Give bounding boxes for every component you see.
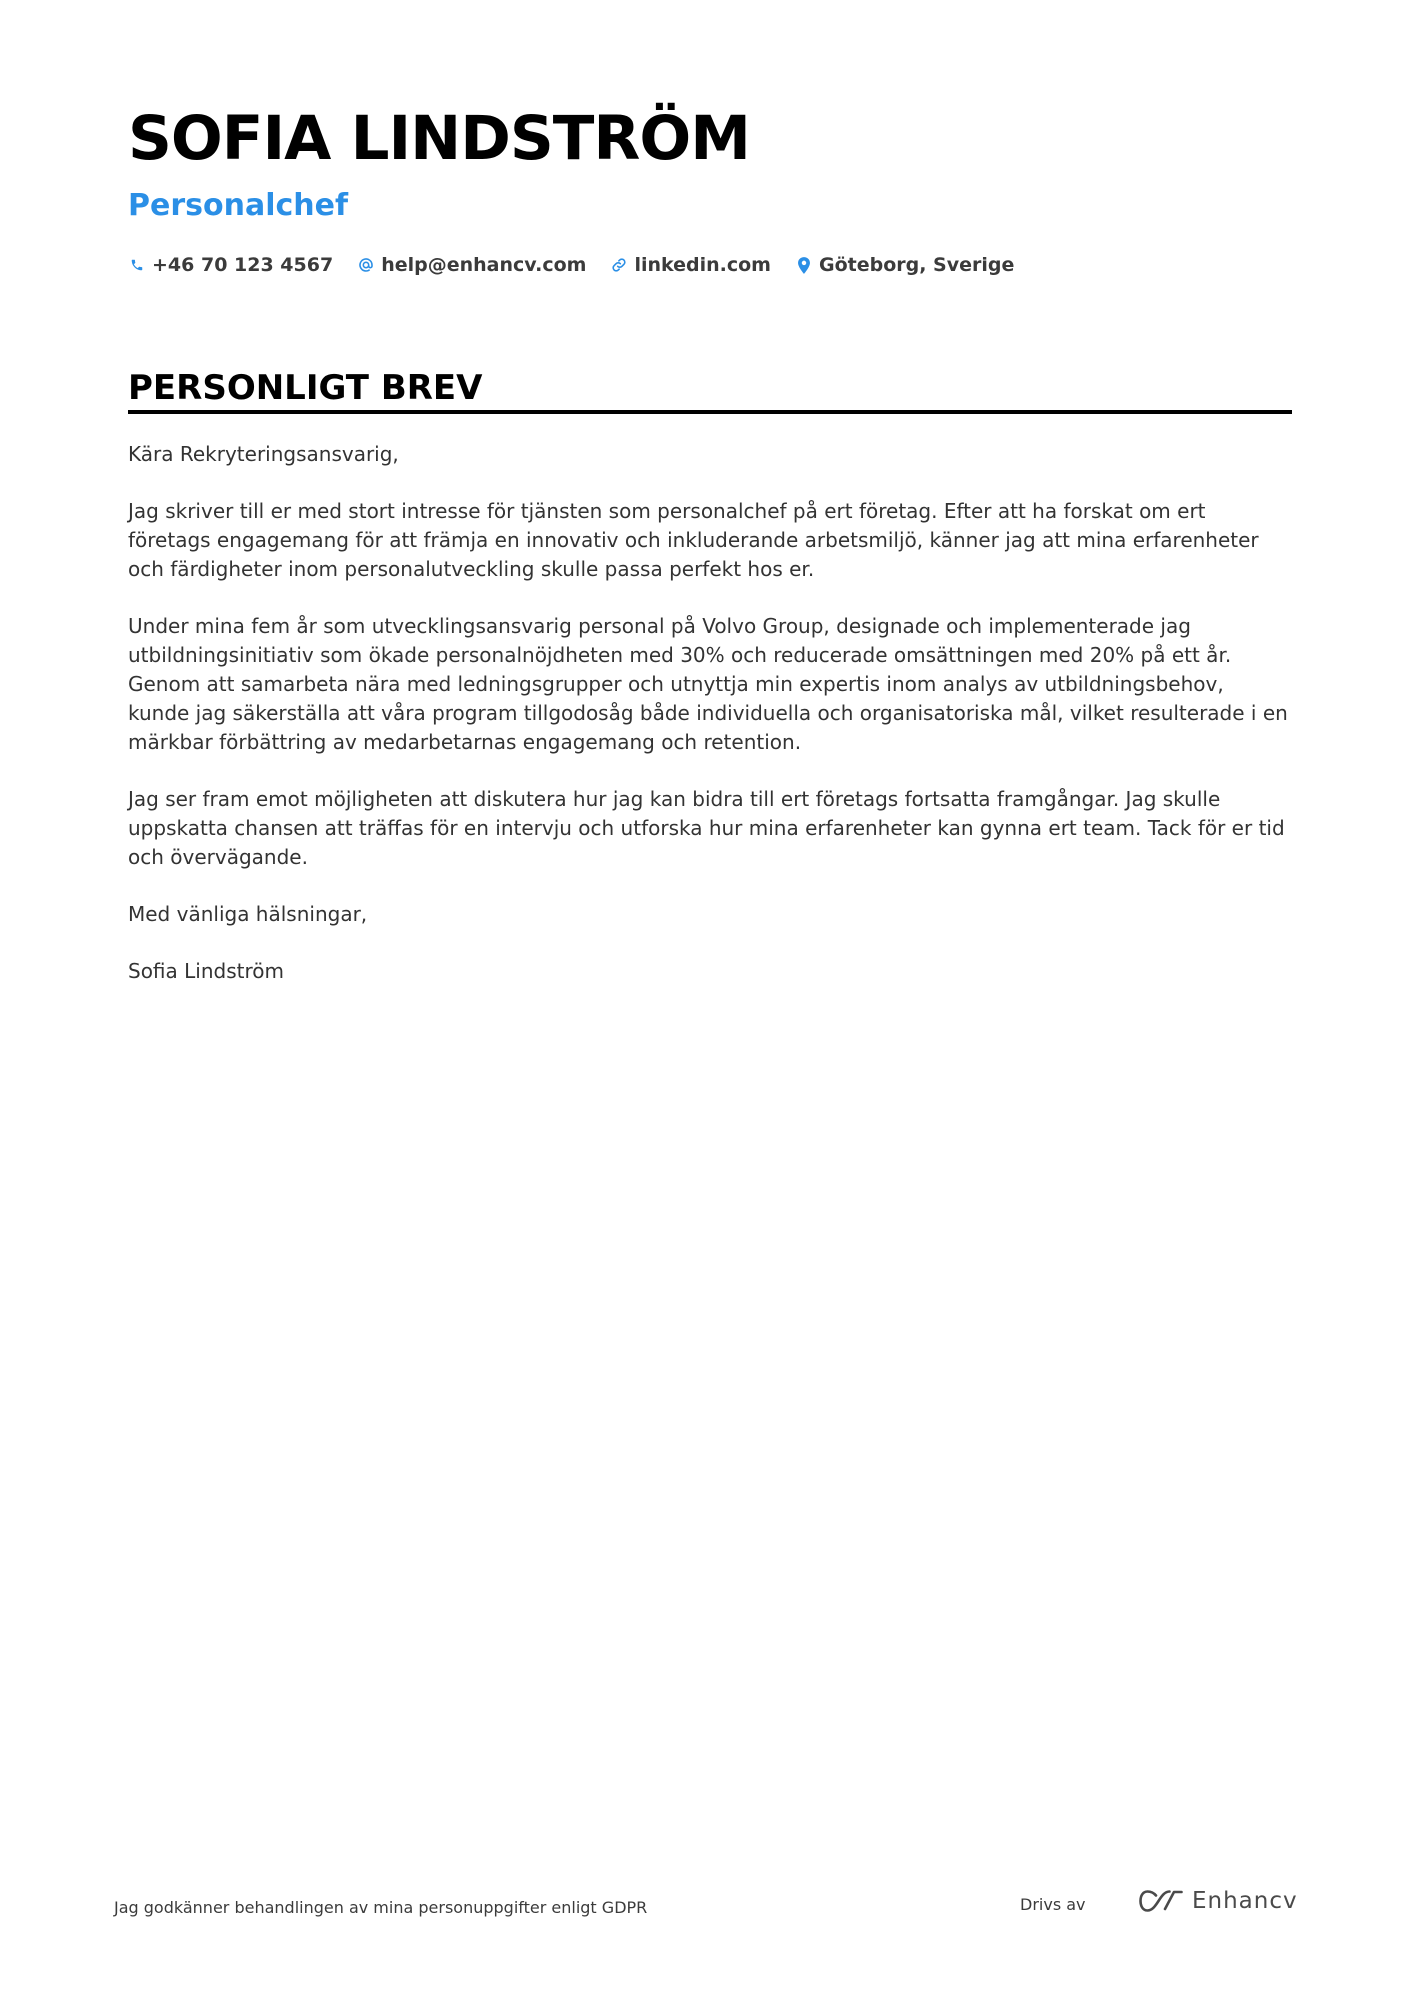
letter-paragraph: Jag skriver till er med stort intresse för tjänsten som personalchef på ert företag. Efter att ha forskat om ert företags engagemang för att främja en innovativ och inkluderande arbetsmiljö, känner jag att mina erfarenheter och färdigheter inom personalutveckling skulle passa perfekt hos er. — [128, 499, 1259, 581]
infinity-logo-icon — [1138, 1888, 1184, 1914]
contact-bar — [128, 254, 1014, 276]
at-icon — [357, 255, 375, 275]
applicant-name: SOFIA LINDSTRÖM — [128, 103, 750, 174]
letter-paragraph: Jag ser fram emot möjligheten att diskutera hur jag kan bidra till ert företags fortsatta framgångar. Jag skulle uppskatta chansen att träffas för en intervju och utforska hur mina erfarenheter kan gynna ert team. Tack för er tid och övervägande. — [128, 787, 1285, 869]
contact-location-text: Göteborg, Sverige — [818, 254, 1015, 276]
section-title: PERSONLIGT BREV — [128, 368, 483, 408]
section-divider — [128, 410, 1292, 414]
contact-email-text[interactable]: help@enhancv.com — [381, 254, 587, 276]
contact-linkedin[interactable] — [610, 254, 771, 276]
contact-phone-text: +46 70 123 4567 — [152, 254, 334, 276]
location-pin-icon — [795, 255, 813, 275]
job-title: Personalchef — [128, 188, 349, 223]
letter-signature: Sofia Lindström — [128, 959, 284, 983]
contact-linkedin-text[interactable]: linkedin.com — [634, 254, 771, 276]
letter-closing: Med vänliga hälsningar, — [128, 902, 368, 926]
letter-greeting: Kära Rekryteringsansvarig, — [128, 442, 399, 466]
contact-location — [795, 254, 1014, 276]
gdpr-consent-text: Jag godkänner behandlingen av mina personuppgifter enligt GDPR — [114, 1898, 648, 1917]
letter-body — [128, 440, 1290, 1014]
powered-by-label: Drivs av — [1020, 1895, 1086, 1914]
enhancv-wordmark: Enhancv — [1192, 1888, 1298, 1914]
link-icon — [610, 255, 628, 275]
phone-icon — [128, 255, 146, 275]
contact-email[interactable] — [357, 254, 586, 276]
contact-phone — [128, 254, 333, 276]
letter-paragraph: Under mina fem år som utvecklingsansvarig personal på Volvo Group, designade och implementerade jag utbildningsinitiativ som ökade personalnöjdheten med 30% och reducerade omsättningen med 20% på ett år. Genom att samarbeta nära med ledningsgrupper och utnyttja min expertis inom analys av utbildningsbehov, kunde jag säkerställa att våra program tillgodosåg både individuella och organisatoriska mål, vilket resulterade i en märkbar förbättring av medarbetarnas engagemang och retention. — [128, 614, 1288, 754]
enhancv-logo[interactable] — [1138, 1888, 1298, 1914]
